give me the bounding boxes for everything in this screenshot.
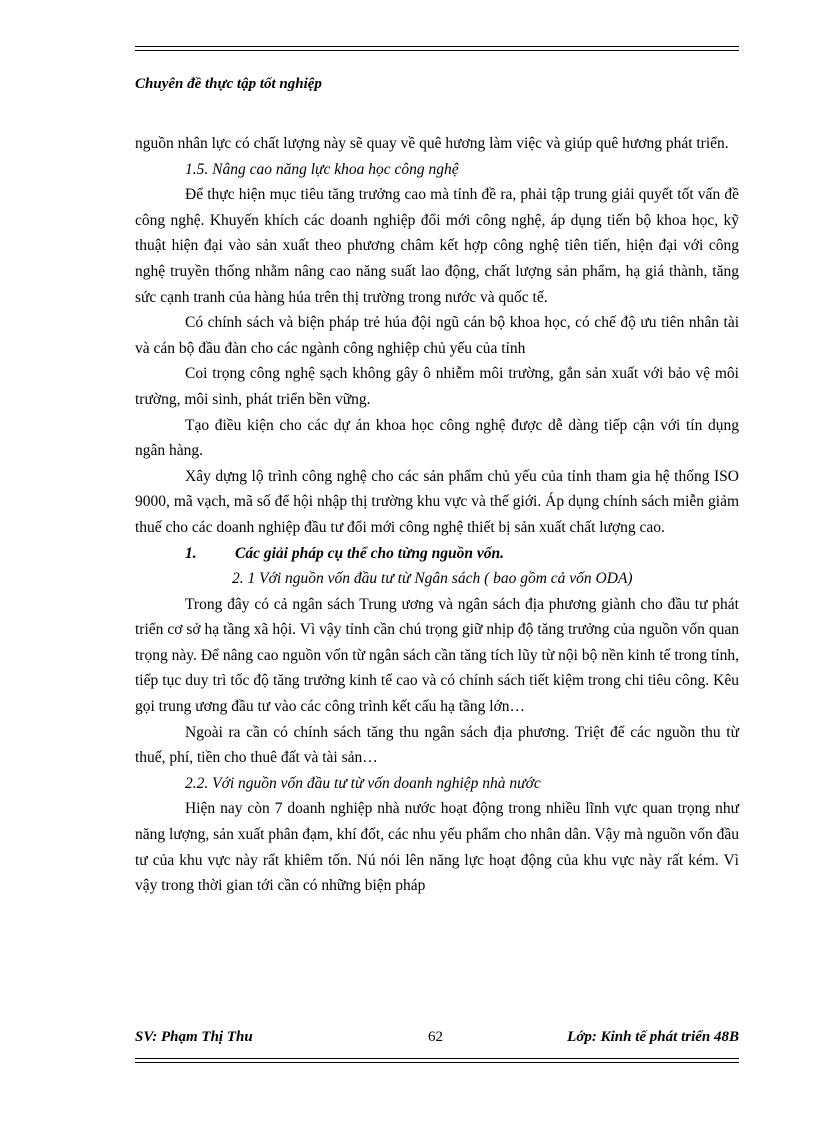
page-number: 62 xyxy=(428,1029,443,1045)
section-heading-2-1: 2. 1 Với nguồn vốn đầu tư từ Ngân sách ( bao gồm cả vốn ODA) xyxy=(232,570,633,588)
footer-class: Lớp: Kinh tế phát triển 48B xyxy=(567,1029,739,1045)
paragraph: Coi trọng công nghệ sạch không gây ô nhiễm môi trường, gắn sản xuất với bảo vệ môi trường, môi sinh, phát triển bền vững. xyxy=(135,365,739,408)
section-heading-1-5: 1.5. Nâng cao năng lực khoa học công nghệ xyxy=(185,160,459,178)
footer-student: SV: Phạm Thị Thu xyxy=(135,1029,253,1045)
paragraph: Để thực hiện mục tiêu tăng trưởng cao mà tỉnh đề ra, phải tập trung giải quyết tốt vấn đề công nghệ. Khuyến khích các doanh nghiệp đổi mới công nghệ, áp dụng tiến bộ khoa học, kỹ thuật hiện đại vào sản xuất theo phương châm kết hợp công nghệ tiên tiến, hiện đại với công nghệ truyền thống nhằm nâng cao năng suất lao động, chất lượng sản phẩm, hạ giá thành, tăng sức cạnh tranh của hàng húa trên thị trường trong nước và quốc tế. xyxy=(135,186,739,306)
paragraph: Tạo điều kiện cho các dự án khoa học công nghệ được dễ dàng tiếp cận với tín dụng ngân hàng. xyxy=(135,416,739,460)
section-heading-2-2: 2.2. Với nguồn vốn đầu tư từ vốn doanh nghiệp nhà nước xyxy=(185,774,541,792)
paragraph: Ngoài ra cần có chính sách tăng thu ngân sách địa phương. Triệt để các nguồn thu từ thuế, phí, tiền cho thuê đất và tài sản… xyxy=(135,723,739,767)
header-title: Chuyên đề thực tập tốt nghiệp xyxy=(135,76,322,92)
paragraph: Hiện nay còn 7 doanh nghiệp nhà nước hoạt động trong nhiều lĩnh vực quan trọng như năng lượng, sản xuất phân đạm, khí đốt, các nhu yếu phẩm cho nhân dân. Vậy mà nguồn vốn đầu tư của khu vực này rất khiêm tốn. Nú nói lên năng lực hoạt động của khu vực này rất kém. Vì vậy trong thời gian tới cần có những biện pháp xyxy=(135,800,739,895)
numbered-heading xyxy=(135,541,739,567)
footer xyxy=(135,1029,739,1049)
paragraph: Trong đây có cả ngân sách Trung ương và ngân sách địa phương giành cho đầu tư phát triển cơ sở hạ tầng xã hội. Vì vậy tỉnh cần chú trọng giữ nhịp độ tăng trưởng của nguồn vốn quan trọng này. Để nâng cao nguồn vốn từ ngân sách cần tăng tích lũy từ nội bộ nền kinh tế trong tỉnh, tiếp tục duy trì tốc độ tăng trưởng kinh tế cao và có chính sách tiết kiệm trong chi tiêu công. Kêu gọi trung ương đầu tư vào các công trình kết cấu hạ tầng lớn… xyxy=(135,595,739,716)
document-body xyxy=(135,131,739,899)
paragraph: Xây dựng lộ trình công nghệ cho các sản phẩm chủ yếu của tỉnh tham gia hệ thống ISO 9000, mã vạch, mã số để hội nhập thị trường khu vực và thế giới. Áp dụng chính sách miễn giảm thuế cho các doanh nghiệp đầu tư đổi mới công nghệ thiết bị sản xuất chất lượng cao. xyxy=(135,467,739,536)
footer-rule-bottom xyxy=(135,1062,739,1063)
footer-rule-top xyxy=(135,1058,739,1059)
paragraph: Có chính sách và biện pháp trẻ húa đội ngũ cán bộ khoa học, có chế độ ưu tiên nhân tài và cán bộ đầu đàn cho các ngành công nghiệp chủ yếu của tỉnh xyxy=(135,314,739,357)
heading-text: Các giải pháp cụ thể cho từng nguồn vốn. xyxy=(235,544,504,562)
header-rule-bottom xyxy=(135,50,739,51)
header-rule-top xyxy=(135,46,739,47)
paragraph: nguồn nhân lực có chất lượng này sẽ quay về quê hương làm việc và giúp quê hương phát triển. xyxy=(135,135,729,152)
heading-number: 1. xyxy=(185,544,197,562)
